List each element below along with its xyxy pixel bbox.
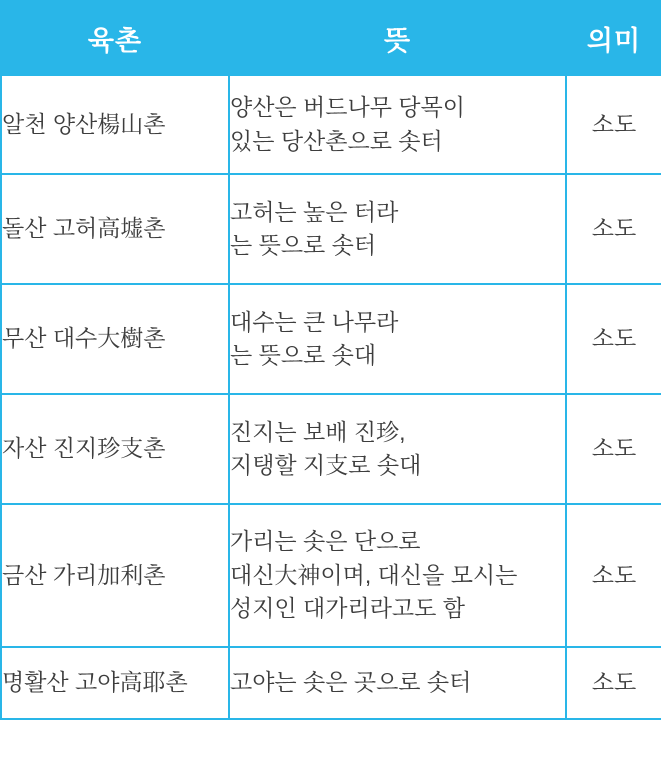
table-row <box>1 504 661 647</box>
table-row <box>1 174 661 284</box>
village-name: 자산 진지珍支촌 <box>1 394 229 504</box>
meaning-line: 대신大神이며, 대신을 모시는 <box>230 561 518 588</box>
meaning-line: 는 뜻으로 솟대 <box>230 342 377 368</box>
meaning-line: 대수는 큰 나무라 <box>230 308 399 335</box>
table-row <box>1 394 661 504</box>
meaning-line: 는 뜻으로 솟터 <box>230 232 377 258</box>
table-row <box>1 284 661 394</box>
meaning-line: 양산은 버드나무 당목이 <box>230 94 465 121</box>
meaning-line: 가리는 솟은 단으로 <box>230 528 421 555</box>
table-header <box>1 1 661 75</box>
village-category: 소도 <box>566 284 661 394</box>
meaning-line: 고야는 솟은 곳으로 솟터 <box>230 669 472 696</box>
village-category: 소도 <box>566 504 661 647</box>
meaning-line: 진지는 보배 진珍, <box>230 418 406 445</box>
meaning-line: 성지인 대가리라고도 함 <box>230 595 465 622</box>
meaning-line: 있는 당산촌으로 솟터 <box>230 127 443 154</box>
village-name: 돌산 고허高墟촌 <box>1 174 229 284</box>
table-row <box>1 75 661 174</box>
table-header-row <box>1 1 661 75</box>
village-category: 소도 <box>566 647 661 719</box>
table-body <box>1 75 661 719</box>
column-header-category: 의미 <box>566 1 661 75</box>
meaning-line: 지탱할 지支로 솟대 <box>230 452 422 478</box>
village-meaning <box>229 647 566 719</box>
table-row <box>1 647 661 719</box>
village-meaning <box>229 75 566 174</box>
village-category: 소도 <box>566 75 661 174</box>
village-name: 금산 가리加利촌 <box>1 504 229 647</box>
village-name: 알천 양산楊山촌 <box>1 75 229 174</box>
village-category: 소도 <box>566 174 661 284</box>
meaning-line: 고허는 높은 터라 <box>230 198 399 225</box>
village-name: 무산 대수大樹촌 <box>1 284 229 394</box>
column-header-name: 육촌 <box>1 1 229 75</box>
column-header-meaning: 뜻 <box>229 1 566 75</box>
village-meaning <box>229 284 566 394</box>
village-category: 소도 <box>566 394 661 504</box>
village-meaning <box>229 504 566 647</box>
village-name: 명활산 고야高耶촌 <box>1 647 229 719</box>
village-meaning <box>229 394 566 504</box>
village-meaning <box>229 174 566 284</box>
